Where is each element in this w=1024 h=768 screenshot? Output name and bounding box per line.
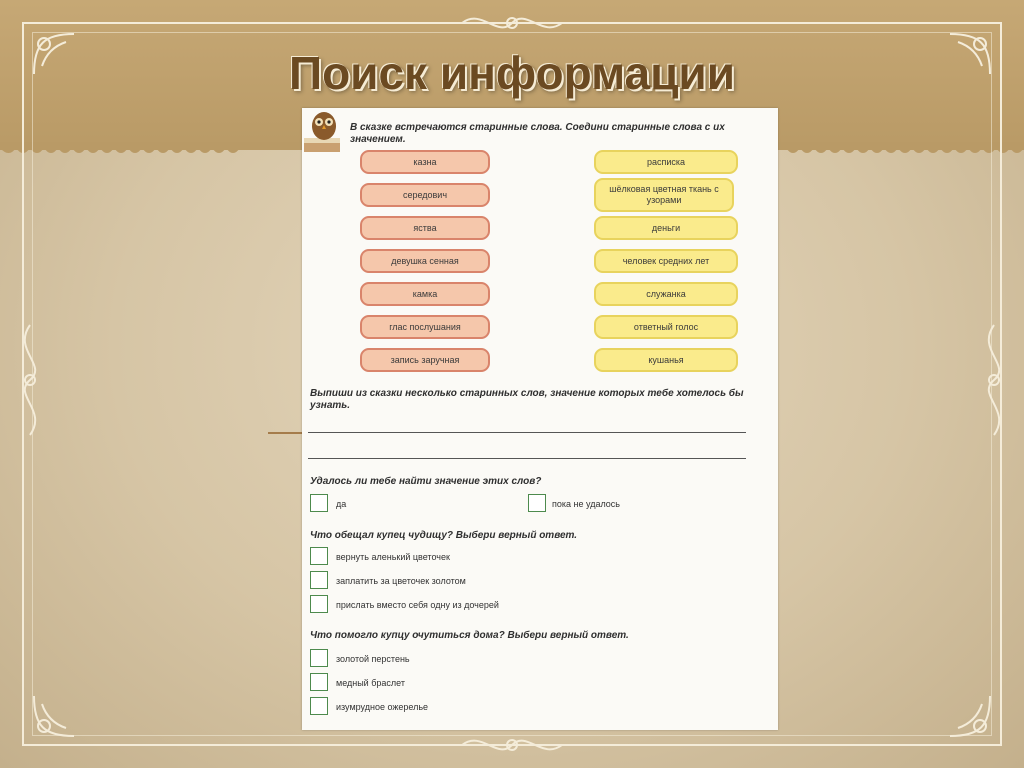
- option-label: да: [336, 499, 347, 509]
- left-flourish-icon: [12, 320, 48, 440]
- checkbox-option[interactable]: [310, 697, 328, 715]
- checkbox-yes[interactable]: [310, 494, 328, 512]
- pointer-line: [268, 432, 304, 434]
- corner-flourish-icon: [940, 686, 1000, 746]
- option-label: заплатить за цветочек золотом: [336, 576, 466, 586]
- task1-instruction: В сказке встречаются старинные слова. Соедини старинные слова с их значением.: [350, 122, 725, 145]
- meaning-pill[interactable]: человек средних лет: [594, 249, 738, 273]
- option-label: изумрудное ожерелье: [336, 702, 429, 712]
- option-label: прислать вместо себя одну из дочерей: [336, 600, 499, 610]
- option-label: медный браслет: [336, 678, 405, 688]
- slide-title: Поиск информации: [289, 47, 735, 99]
- task4-question: Что обещал купец чудищу? Выбери верный ответ.: [310, 530, 578, 541]
- task5-question: Что помогло купцу очутиться дома? Выбери верный ответ.: [310, 630, 629, 641]
- old-word-pill[interactable]: девушка сенная: [360, 249, 490, 273]
- checkbox-option[interactable]: [310, 649, 328, 667]
- option-label: пока не удалось: [552, 499, 621, 509]
- old-word-pill[interactable]: камка: [360, 282, 490, 306]
- task3-question: Удалось ли тебе найти значение этих слов?: [310, 476, 542, 487]
- meaning-pill[interactable]: расписка: [594, 150, 738, 174]
- old-word-pill[interactable]: глас послушания: [360, 315, 490, 339]
- checkbox-option[interactable]: [310, 547, 328, 565]
- option-label: золотой перстень: [336, 654, 410, 664]
- meaning-pill[interactable]: деньги: [594, 216, 738, 240]
- checkbox-not-yet[interactable]: [528, 494, 546, 512]
- worksheet-page: [302, 108, 778, 730]
- old-word-pill[interactable]: яства: [360, 216, 490, 240]
- old-word-pill[interactable]: середович: [360, 183, 490, 207]
- owl-book-icon: [302, 108, 344, 156]
- checkbox-option[interactable]: [310, 571, 328, 589]
- task2-instruction: Выпиши из сказки несколько старинных слов, значение которых тебе хотелось бы узнать.: [310, 388, 744, 411]
- old-word-pill[interactable]: казна: [360, 150, 490, 174]
- meaning-pill[interactable]: ответный голос: [594, 315, 738, 339]
- corner-flourish-icon: [24, 686, 84, 746]
- old-word-pill[interactable]: запись заручная: [360, 348, 490, 372]
- option-label: вернуть аленький цветочек: [336, 552, 450, 562]
- answer-line[interactable]: [308, 458, 746, 459]
- right-flourish-icon: [976, 320, 1012, 440]
- meaning-pill[interactable]: кушанья: [594, 348, 738, 372]
- bottom-flourish-icon: [452, 730, 572, 760]
- meaning-pill[interactable]: шёлковая цветная ткань с узорами: [594, 178, 734, 212]
- checkbox-option[interactable]: [310, 673, 328, 691]
- checkbox-option[interactable]: [310, 595, 328, 613]
- top-flourish-icon: [452, 8, 572, 38]
- meaning-pill[interactable]: служанка: [594, 282, 738, 306]
- answer-line[interactable]: [308, 432, 746, 433]
